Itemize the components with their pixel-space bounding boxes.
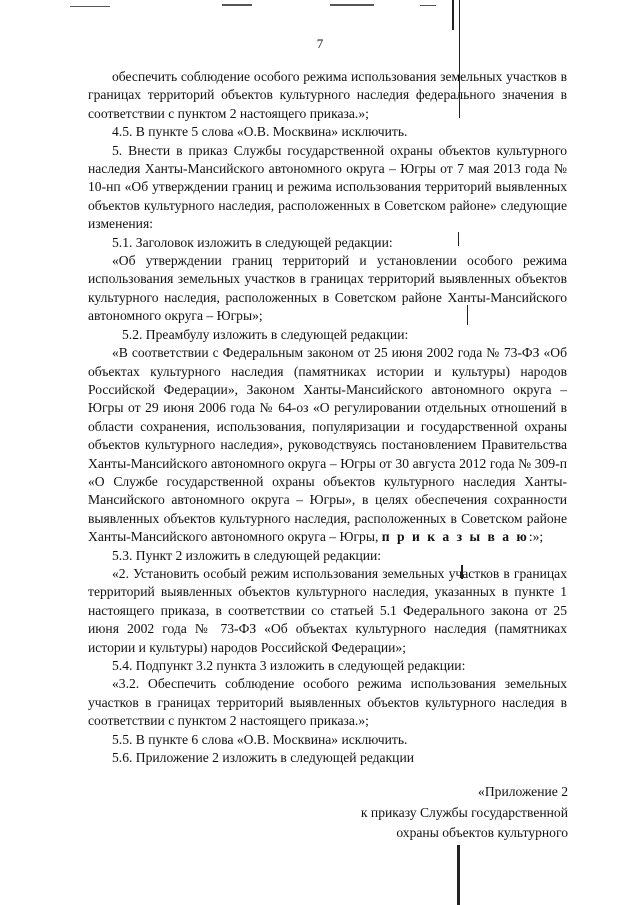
scan-speck <box>70 6 110 7</box>
paragraph: «2. Установить особый режим использования земельных участков в границах территорий выявленных объектов культурного наследия, указанных в пункте 1 настоящего приказа, в соответствии со статьей 5.1 Федерального закона от 25 июня 2002 года № 73-ФЗ «Об объектах культурного наследия (памятниках истории и культуры) народов Российской Федерации»; <box>88 565 567 655</box>
paragraph-preamble <box>88 344 567 546</box>
appendix-line: к приказу Службы государственной <box>360 804 568 820</box>
appendix-line: «Приложение 2 <box>478 784 568 799</box>
scan-speck <box>330 4 374 6</box>
scan-speck <box>420 5 436 6</box>
spaced-order-word: п р и к а з ы в а ю <box>381 529 529 545</box>
scan-speck <box>222 4 252 6</box>
appendix-line: охраны объектов культурного <box>396 825 568 840</box>
page-number: 7 <box>316 36 324 51</box>
paragraph: 5.4. Подпункт 3.2 пункта 3 изложить в следующей редакции: <box>112 658 466 673</box>
paragraph: 5.5. В пункте 6 слова «О.В. Москвина» исключить. <box>112 731 408 747</box>
scan-artifact-line <box>457 845 460 905</box>
document-body <box>88 68 567 767</box>
paragraph: 5.1. Заголовок изложить в следующей редакции: <box>112 234 393 250</box>
paragraph-text: «В соответствии с Федеральным законом от 25 июня 2002 года № 73-ФЗ «Об объектах культурного наследия (памятниках истории и культуры) народов Российской Федерации», Законом Ханты-Мансийского автономного округа – Югры от 29 июня 2006 года № 64-оз «О регулировании отдельных отношений в области сохранения, использования, популяризации и государственной охраны объектов культурного наследия», руководствуясь постановлением Правительства Ханты-Мансийского автономного округа – Югры от 30 августа 2012 года № 309-п «О Службе государственной охраны объектов культурного наследия Ханты-Мансийского автономного округа – Югры», в целях обеспечения сохранности выявленных объектов культурного наследия, расположенных в Советском районе Ханты-Мансийского автономного округа – Югры, <box>88 345 567 545</box>
paragraph: «Об утверждении границ территорий и установлении особого режима использования земельных участков в границах территорий выявленных объектов культурного наследия, расположенных в Советском районе Ханты-Мансийского автономного округа – Югры»; <box>88 253 567 324</box>
paragraph: 5.6. Приложение 2 изложить в следующей редакции <box>112 750 414 766</box>
paragraph: 5. Внести в приказ Службы государственной охраны объектов культурного наследия Ханты-Мансийского автономного округа – Югры от 7 мая 2013 года № 10-нп «Об утверждении границ и режима использования территорий выявленных объектов культурного наследия, расположенных в Советском районе» следующие изменения: <box>88 142 567 232</box>
paragraph: «3.2. Обеспечить соблюдение особого режима использования земельных участков в границах территорий выявленных объектов культурного наследия в соответствии с пунктом 2 настоящего приказа.»; <box>88 676 567 729</box>
scan-artifact-line <box>452 0 454 30</box>
appendix-header <box>361 782 568 844</box>
paragraph: 5.3. Пункт 2 изложить в следующей редакции: <box>112 547 382 563</box>
paragraph: 5.2. Преамбулу изложить в следующей редакции: <box>122 326 409 342</box>
paragraph-tail: :»; <box>528 529 544 545</box>
paragraph: обеспечить соблюдение особого режима использования земельных участков в границах территорий объектов культурного наследия федерального значения в соответствии с пунктом 2 настоящего приказа.»; <box>88 69 567 121</box>
paragraph: 4.5. В пункте 5 слова «О.В. Москвина» исключить. <box>112 124 408 140</box>
